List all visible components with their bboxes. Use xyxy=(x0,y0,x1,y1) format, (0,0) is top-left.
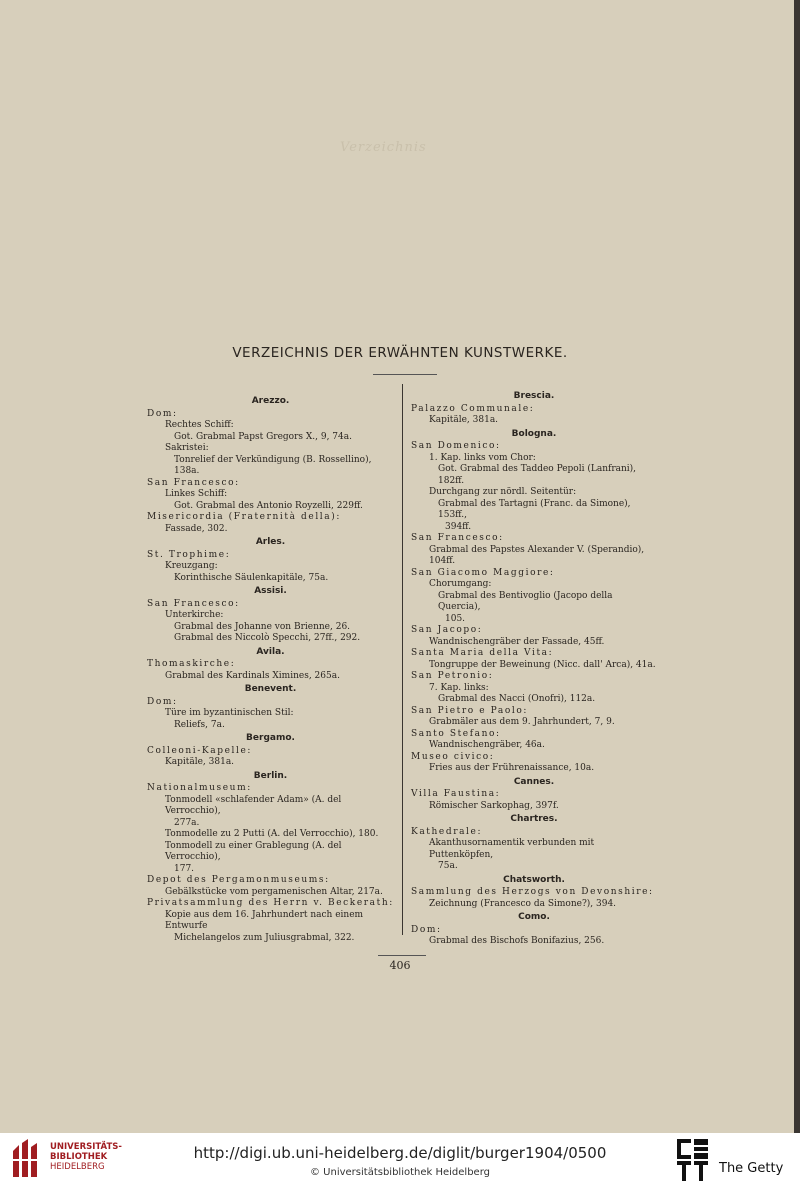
location-entry: Dom: xyxy=(147,696,178,707)
uni-line-3: HEIDELBERG xyxy=(50,1162,105,1172)
page-number: 406 xyxy=(389,959,411,972)
artwork-entry: Got. Grabmal Papst Gregors X., 9, 74a. xyxy=(174,431,352,442)
artwork-entry: Grabmal des Tartagni (Franc. da Simone), 153ff., xyxy=(438,498,631,520)
location-entry: San Francesco: xyxy=(147,598,240,609)
artwork-entry: Wandnischengräber der Fassade, 45ff. xyxy=(429,636,605,647)
artwork-entry: Kapitäle, 381a. xyxy=(165,757,235,767)
artwork-entry: Grabmal des Johanne von Brienne, 26. xyxy=(174,621,351,632)
location-entry: Santa Maria della Vita: xyxy=(411,648,554,658)
location-entry: San Giacomo Maggiore: xyxy=(411,567,555,578)
artwork-entry: Grabmal des Bischofs Bonifazius, 256. xyxy=(429,936,605,946)
city-heading: Brescia. xyxy=(513,391,555,401)
permalink-url[interactable]: http://digi.ub.uni-heidelberg.de/diglit/burger1904/0500 xyxy=(193,1144,607,1162)
location-entry: Villa Faustina: xyxy=(411,789,501,799)
location-entry: Privatsammlung des Herrn v. Beckerath: xyxy=(147,898,394,908)
location-entry: Nationalmuseum: xyxy=(147,783,252,793)
column-divider xyxy=(402,384,403,935)
location-entry: Misericordia (Fraternità della): xyxy=(147,512,341,522)
artwork-entry: Durchgang zur nördl. Seitentür: xyxy=(429,487,577,497)
copyright-notice: © Universitätsbibliothek Heidelberg xyxy=(309,1167,490,1178)
artwork-entry: Römischer Sarkophag, 397f. xyxy=(429,800,559,811)
artwork-entry: Tonrelief der Verkündigung (B. Rossellino), 138a. xyxy=(174,454,372,476)
artwork-entry: Tongruppe der Beweinung (Nicc. dall' Arca), 41a. xyxy=(429,659,656,670)
city-heading: Arles. xyxy=(255,537,286,547)
artwork-entry: Fassade, 302. xyxy=(165,523,228,534)
artwork-entry: Got. Grabmal des Antonio Royzelli, 229ff. xyxy=(174,500,363,511)
location-entry: Depot des Pergamonmuseums: xyxy=(147,875,330,885)
getty-logo-icon[interactable] xyxy=(676,1138,710,1182)
artwork-entry: Akanthusornamentik verbunden mit Puttenköpfen, xyxy=(429,838,595,860)
city-heading: Chatsworth. xyxy=(503,874,565,885)
artwork-entry: 277a. xyxy=(174,817,200,828)
location-entry: Santo Stefano: xyxy=(411,728,501,739)
artwork-entry: 1. Kap. links vom Chor: xyxy=(429,452,536,463)
city-heading: Arezzo. xyxy=(251,396,290,406)
title-rule xyxy=(373,374,437,375)
location-entry: San Petronio: xyxy=(411,671,494,681)
artwork-entry: Grabmal des Kardinals Ximines, 265a. xyxy=(165,670,340,681)
artwork-entry: Chorumgang: xyxy=(429,579,492,589)
location-entry: Dom: xyxy=(147,408,178,419)
uni-line-2: BIBLIOTHEK xyxy=(50,1152,108,1162)
bleed-through-text: Verzeichnis xyxy=(340,140,427,155)
city-heading: Bologna. xyxy=(511,428,557,439)
artwork-entry: Got. Grabmal des Taddeo Pepoli (Lanfrani), 182ff. xyxy=(438,464,637,486)
location-entry: San Francesco: xyxy=(411,533,504,543)
city-heading: Assisi. xyxy=(254,586,287,596)
city-heading: Bergamo. xyxy=(246,733,295,743)
artwork-entry: Gebälkstücke vom pergamenischen Altar, 217a. xyxy=(165,886,383,897)
index-column-left xyxy=(147,394,394,944)
artwork-entry: Grabmäler aus dem 9. Jahrhundert, 7, 9. xyxy=(429,717,615,727)
city-heading: Como. xyxy=(518,912,550,922)
artwork-entry: 75a. xyxy=(438,861,458,871)
page-edge xyxy=(794,0,800,1133)
location-entry: San Pietro e Paolo: xyxy=(411,705,528,716)
artwork-entry: 177. xyxy=(174,863,195,874)
artwork-entry: 7. Kap. links: xyxy=(429,682,489,693)
artwork-entry: Grabmal des Bentivoglio (Jacopo della Quercia), xyxy=(438,590,613,612)
location-entry: Dom: xyxy=(411,924,442,935)
artwork-entry: Reliefs, 7a. xyxy=(174,719,225,730)
uni-line-1: UNIVERSITÄTS- xyxy=(50,1142,122,1152)
artwork-entry: Sakristei: xyxy=(165,443,209,453)
artwork-entry: Linkes Schiff: xyxy=(165,489,228,499)
artwork-entry: Tonmodell «schlafender Adam» (A. del Verrocchio), xyxy=(165,794,342,816)
artwork-entry: Kopie aus dem 16. Jahrhundert nach einem Entwurfe xyxy=(165,909,364,931)
getty-name[interactable]: The Getty xyxy=(719,1161,784,1176)
index-column-right xyxy=(411,389,657,948)
artwork-entry: Zeichnung (Francesco da Simone?), 394. xyxy=(429,898,617,909)
artwork-entry: Wandnischengräber, 46a. xyxy=(429,740,545,750)
location-entry: San Jacopo: xyxy=(411,625,483,635)
artwork-entry: Rechtes Schiff: xyxy=(165,420,234,430)
city-heading: Avila. xyxy=(256,646,285,657)
artwork-entry: 105. xyxy=(445,613,466,624)
location-entry: Kathedrale: xyxy=(411,826,483,837)
city-heading: Chartres. xyxy=(510,814,558,824)
location-entry: St. Trophime: xyxy=(147,549,231,560)
location-entry: San Domenico: xyxy=(411,441,501,451)
artwork-entry: Tonmodell zu einer Grablegung (A. del Verrocchio), xyxy=(165,840,342,862)
location-entry: Thomaskirche: xyxy=(147,659,236,669)
city-heading: Benevent. xyxy=(244,684,297,694)
artwork-entry: Tonmodelle zu 2 Putti (A. del Verrocchio), 180. xyxy=(165,829,379,839)
location-entry: Museo civico: xyxy=(411,751,495,762)
artwork-entry: Kreuzgang: xyxy=(165,561,218,571)
location-entry: Sammlung des Herzogs von Devonshire: xyxy=(411,887,654,897)
page-title: VERZEICHNIS DER ERWÄHNTEN KUNSTWERKE. xyxy=(232,345,568,361)
artwork-entry: Grabmal des Niccolò Specchi, 27ff., 292. xyxy=(174,633,361,643)
artwork-entry: Korinthische Säulenkapitäle, 75a. xyxy=(174,572,329,583)
artwork-entry: 394ff. xyxy=(445,521,472,532)
location-entry: Colleoni-Kapelle: xyxy=(147,745,253,756)
artwork-entry: Michelangelos zum Juliusgrabmal, 322. xyxy=(174,932,355,943)
artwork-entry: Kapitäle, 381a. xyxy=(429,415,499,425)
city-heading: Berlin. xyxy=(253,770,288,781)
page-number-rule xyxy=(378,955,426,956)
artwork-entry: Fries aus der Frührenaissance, 10a. xyxy=(429,763,595,773)
location-entry: San Francesco: xyxy=(147,477,240,488)
artwork-entry: Unterkirche: xyxy=(165,610,224,620)
city-heading: Cannes. xyxy=(513,776,555,787)
location-entry: Palazzo Communale: xyxy=(411,403,535,414)
artwork-entry: Grabmal des Papstes Alexander V. (Sperandio), 104ff. xyxy=(429,544,645,566)
artwork-entry: Grabmal des Nacci (Onofri), 112a. xyxy=(438,694,596,704)
artwork-entry: Türe im byzantinischen Stil: xyxy=(165,708,294,718)
